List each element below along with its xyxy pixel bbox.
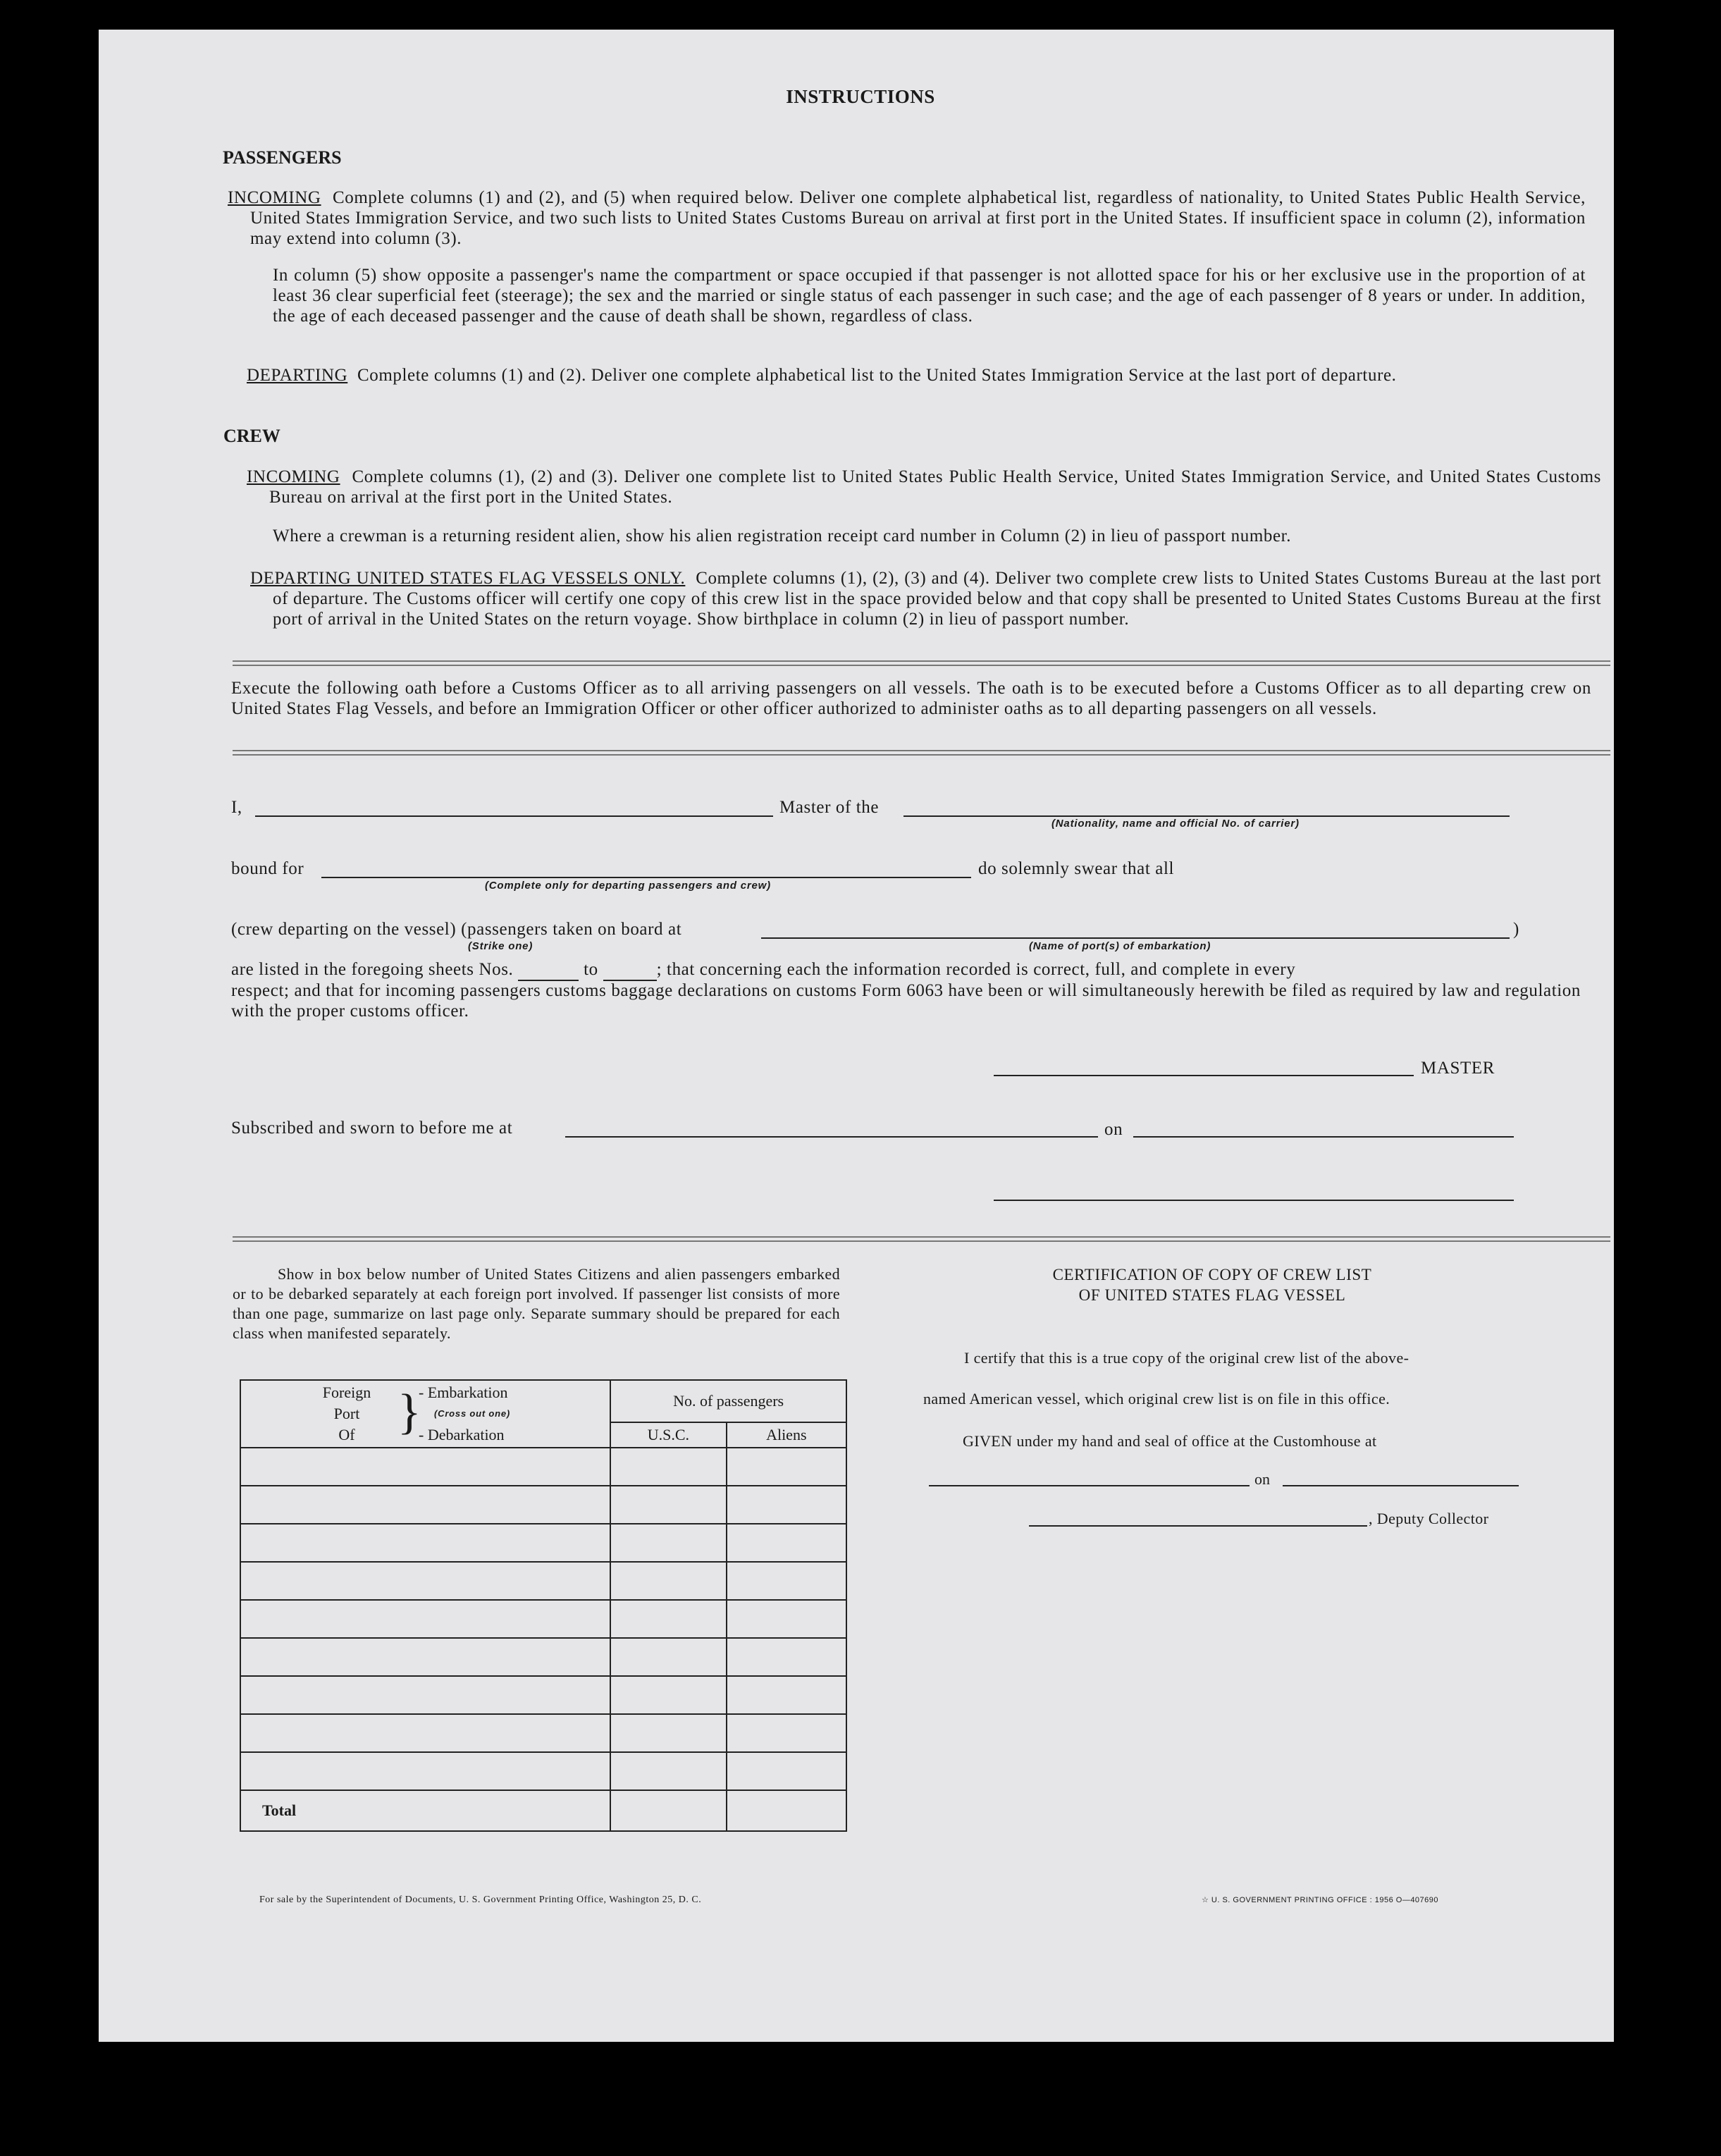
table-row	[240, 1676, 846, 1714]
port-label: Port	[333, 1405, 360, 1422]
master-signature-field[interactable]	[994, 1075, 1414, 1076]
aliens-cell[interactable]	[727, 1600, 846, 1638]
subscribed-label: Subscribed and sworn to before me at	[231, 1119, 513, 1138]
port-cell[interactable]	[240, 1676, 610, 1714]
table-row	[240, 1638, 846, 1676]
embarkation-label: - Embarkation	[419, 1384, 508, 1401]
port-cell[interactable]	[240, 1638, 610, 1676]
port-cell[interactable]	[240, 1448, 610, 1486]
master-of-the-label: Master of the	[779, 798, 880, 817]
total-row	[240, 1790, 846, 1831]
certification-line1: I certify that this is a true copy of the original crew list of the above-	[964, 1349, 1410, 1367]
bound-caption: (Complete only for departing passengers and crew)	[485, 880, 771, 892]
summary-text: Show in box below number of United States Citizens and alien passengers embarked or to be debarked separately at each foreign port involved. If passenger list consists of more than one page, summarize on last page only. Separate summary should be prepared for each class when manifested separately.	[233, 1265, 840, 1342]
port-caption: (Name of port(s) of embarkation)	[1029, 940, 1211, 952]
port-cell[interactable]	[240, 1486, 610, 1524]
deputy-collector-label: , Deputy Collector	[1369, 1510, 1489, 1527]
sworn-date-field[interactable]	[1133, 1136, 1514, 1138]
passengers-heading: PASSENGERS	[223, 147, 342, 168]
crew-departing-label: DEPARTING UNITED STATES FLAG VESSELS ONLY.	[250, 569, 686, 588]
table-row	[240, 1486, 846, 1524]
column5-paragraph: In column (5) show opposite a passenger's name the compartment or space occupied if that passenger is not allotted space for his or her exclusive use in the proportion of at least 36 clear superficial feet (steerage); the sex and the married or single status of each passenger in such case; and the age of each passenger of 8 years or under. In addition, the age of each deceased passenger and the cause of death shall be shown, regardless of class.	[273, 266, 1586, 326]
embarkation-port-field[interactable]	[761, 937, 1510, 939]
carrier-field[interactable]	[903, 815, 1510, 817]
incoming-label: INCOMING	[228, 188, 321, 207]
crew-incoming-paragraph	[247, 467, 1601, 507]
of-label: Of	[338, 1426, 355, 1443]
divider-1	[233, 660, 1610, 666]
total-label: Total	[240, 1790, 610, 1831]
instructions-title: INSTRUCTIONS	[786, 86, 935, 107]
usc-cell[interactable]	[610, 1524, 726, 1562]
listed-line	[231, 960, 1295, 981]
crew-departing-paragraph	[250, 568, 1601, 629]
to-word: to	[584, 960, 598, 979]
crew-incoming-label: INCOMING	[247, 467, 340, 486]
customhouse-field[interactable]	[929, 1485, 1250, 1486]
usc-cell[interactable]	[610, 1562, 726, 1600]
passengers-incoming-paragraph	[228, 187, 1586, 249]
usc-cell[interactable]	[610, 1638, 726, 1676]
cross-out-label: (Cross out one)	[434, 1408, 511, 1419]
footer-sale-text: For sale by the Superintendent of Documents, U. S. Government Printing Office, Washington 25, D. C.	[259, 1895, 702, 1905]
usc-cell[interactable]	[610, 1676, 726, 1714]
oath-instruction: Execute the following oath before a Customs Officer as to all arriving passengers on all vessels. The oath is to be executed before a Customs Officer as to all departing crew on United States Flag Vessels, and before an Immigration Officer or other officer authorized to administer oaths as to all departing passengers on all vessels.	[231, 679, 1591, 718]
master-name-field[interactable]	[255, 815, 773, 817]
crew-heading: CREW	[223, 426, 280, 446]
sheet-from-field[interactable]	[518, 960, 579, 981]
certification-title	[930, 1264, 1494, 1305]
table-row	[240, 1600, 846, 1638]
bound-for-field[interactable]	[321, 877, 971, 878]
strike-one-caption: (Strike one)	[468, 940, 533, 952]
table-row	[240, 1752, 846, 1790]
crew-departing-label-oath: (crew departing on the vessel) (passengers taken on board at	[231, 920, 682, 939]
usc-cell[interactable]	[610, 1486, 726, 1524]
foreign-port-header	[240, 1380, 610, 1448]
total-aliens-cell[interactable]	[727, 1790, 846, 1831]
crew-incoming-text: Complete columns (1), (2) and (3). Deliver one complete list to United States Public Health Service, United States Immigration Service, and United States Customs Bureau on arrival at the first port in the United States.	[269, 467, 1601, 507]
aliens-cell[interactable]	[727, 1524, 846, 1562]
officer-signature-field[interactable]	[994, 1200, 1514, 1201]
sworn-place-field[interactable]	[565, 1136, 1098, 1138]
port-cell[interactable]	[240, 1752, 610, 1790]
divider-3	[233, 1236, 1610, 1242]
aliens-cell[interactable]	[727, 1486, 846, 1524]
table-row	[240, 1524, 846, 1562]
oath-i-label: I,	[231, 798, 242, 817]
foreign-label: Foreign	[322, 1384, 371, 1401]
table-row	[240, 1562, 846, 1600]
incoming-text: Complete columns (1) and (2), and (5) when required below. Deliver one complete alphabetical list, regardless of nationality, to United States Public Health Service, United States Immigration Service, and two such lists to United States Customs Bureau on arrival at first port in the United States. If insufficient space in column (2), information may extend into column (3).	[250, 188, 1586, 248]
deputy-signature-field[interactable]	[1029, 1525, 1367, 1527]
departing-text: Complete columns (1) and (2). Deliver one complete alphabetical list to the United States Immigration Service at the last port of departure.	[357, 366, 1397, 385]
table-row	[240, 1448, 846, 1486]
departing-label: DEPARTING	[247, 366, 348, 385]
crew-departing-text: Complete columns (1), (2), (3) and (4). Deliver two complete crew lists to United States Customs Bureau at the last port of departure. The Customs officer will certify one copy of this crew list in the space provided below and that copy shall be presented to United States Customs Bureau at the first port of arrival in the United States on the return voyage. Show birthplace in column (2) in lieu of passport number.	[273, 569, 1602, 629]
cert-on-label: on	[1254, 1470, 1270, 1488]
no-passengers-header: No. of passengers	[610, 1380, 846, 1422]
form-page	[99, 30, 1614, 2042]
aliens-cell[interactable]	[727, 1638, 846, 1676]
do-solemnly-label: do solemnly swear that all	[978, 859, 1175, 878]
listed-rest: respect; and that for incoming passengers customs baggage declarations on customs Form 6063 have been or will simultaneously herewith be filed as required by law and regulation with the proper customs officer.	[231, 981, 1581, 1021]
usc-cell[interactable]	[610, 1448, 726, 1486]
gpo-imprint: ☆ U. S. GOVERNMENT PRINTING OFFICE : 1956 O—407690	[1202, 1896, 1439, 1904]
carrier-caption: (Nationality, name and official No. of carrier)	[1051, 818, 1300, 830]
sheet-to-field[interactable]	[603, 960, 657, 981]
aliens-cell[interactable]	[727, 1752, 846, 1790]
close-paren: )	[1513, 920, 1519, 939]
usc-cell[interactable]	[610, 1714, 726, 1752]
sworn-on-label: on	[1104, 1120, 1123, 1139]
cert-date-field[interactable]	[1283, 1485, 1519, 1486]
bound-for-label: bound for	[231, 859, 304, 878]
port-cell[interactable]	[240, 1600, 610, 1638]
certification-line2: named American vessel, which original crew list is on file in this office.	[923, 1390, 1390, 1407]
certification-line3: GIVEN under my hand and seal of office at the Customhouse at	[963, 1432, 1377, 1450]
usc-header: U.S.C.	[610, 1422, 726, 1448]
aliens-cell[interactable]	[727, 1448, 846, 1486]
port-cell[interactable]	[240, 1714, 610, 1752]
certification-title-line1: CERTIFICATION OF COPY OF CREW LIST	[1052, 1266, 1372, 1283]
aliens-cell[interactable]	[727, 1676, 846, 1714]
passengers-departing-paragraph	[247, 365, 1608, 386]
certification-title-line2: OF UNITED STATES FLAG VESSEL	[1078, 1286, 1346, 1304]
alien-paragraph: Where a crewman is a returning resident alien, show his alien registration receipt card number in Column (2) in lieu of passport number.	[273, 526, 1292, 546]
brace-icon: }	[397, 1385, 421, 1439]
passenger-summary-table	[240, 1379, 847, 1832]
table-row	[240, 1714, 846, 1752]
port-cell[interactable]	[240, 1562, 610, 1600]
port-cell[interactable]	[240, 1524, 610, 1562]
divider-2	[233, 750, 1610, 756]
listed-suffix: ; that concerning each the information recorded is correct, full, and complete in every	[656, 960, 1296, 979]
listed-prefix: are listed in the foregoing sheets Nos.	[231, 960, 514, 979]
usc-cell[interactable]	[610, 1752, 726, 1790]
aliens-cell[interactable]	[727, 1562, 846, 1600]
debarkation-label: - Debarkation	[419, 1426, 505, 1443]
aliens-header: Aliens	[727, 1422, 846, 1448]
usc-cell[interactable]	[610, 1600, 726, 1638]
aliens-cell[interactable]	[727, 1714, 846, 1752]
master-label: MASTER	[1421, 1059, 1495, 1078]
total-usc-cell[interactable]	[610, 1790, 726, 1831]
